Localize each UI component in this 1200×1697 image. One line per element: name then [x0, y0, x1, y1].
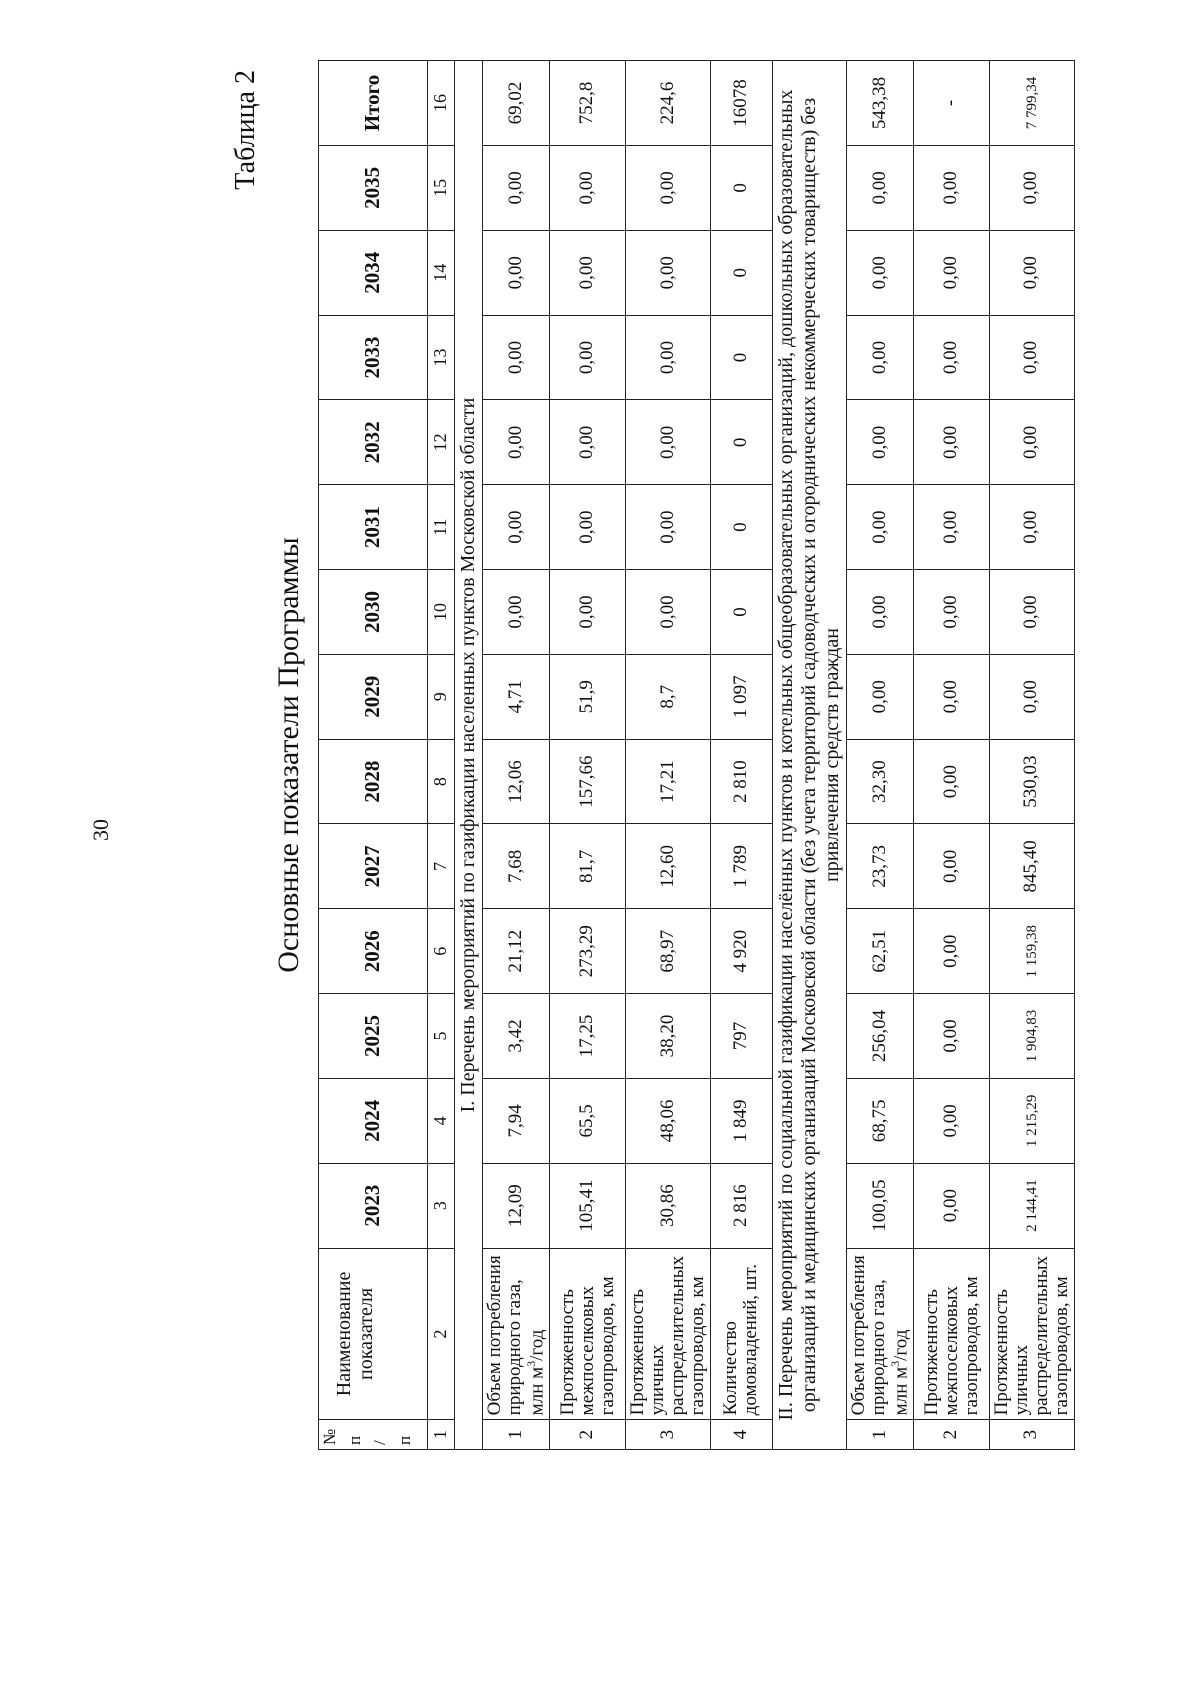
value-cell: 0,00 — [550, 230, 626, 315]
value-cell: 12,06 — [483, 739, 550, 824]
value-cell: 0,00 — [483, 230, 550, 315]
section-title: I. Перечень мероприятий по газификации населенных пунктов Московской области — [455, 61, 483, 1450]
indicator-name-suffix: /год — [526, 1329, 548, 1361]
value-cell: 2 144,41 — [990, 1163, 1075, 1248]
table-row — [914, 61, 990, 1450]
value-cell: 0,00 — [990, 230, 1075, 315]
value-cell: 2 810 — [710, 739, 772, 824]
header-number-line: п — [395, 1435, 414, 1445]
value-cell: 23,73 — [846, 824, 913, 909]
indicator-name — [483, 1248, 550, 1420]
value-cell: 65,5 — [550, 1078, 626, 1163]
value-cell: 1 849 — [710, 1078, 772, 1163]
column-index-cell: 14 — [428, 230, 455, 315]
indicator-name — [990, 1248, 1075, 1420]
value-cell: 0,00 — [914, 994, 990, 1079]
indicator-name — [846, 1248, 913, 1420]
section-row — [772, 61, 846, 1450]
column-index-cell: 8 — [428, 739, 455, 824]
value-cell: 21,12 — [483, 909, 550, 994]
header-year-cell: 2027 — [319, 824, 428, 909]
page-number: 30 — [88, 819, 113, 841]
indicators-table — [318, 60, 1075, 1450]
column-index-cell: 4 — [428, 1078, 455, 1163]
table-row — [483, 61, 550, 1450]
total-cell: 543,38 — [846, 61, 913, 146]
total-cell: 752,8 — [550, 61, 626, 146]
value-cell: 0,00 — [846, 654, 913, 739]
indicator-name — [710, 1248, 772, 1420]
row-number: 2 — [914, 1420, 990, 1450]
value-cell: 0,00 — [846, 315, 913, 400]
header-year-cell: 2034 — [319, 230, 428, 315]
column-index-cell: 16 — [428, 61, 455, 146]
header-number-cell — [319, 1420, 428, 1450]
indicator-name-text: Объем потребления природного газа, млн м — [484, 1255, 548, 1416]
value-cell: 0,00 — [990, 485, 1075, 570]
value-cell: 273,29 — [550, 909, 626, 994]
header-year-cell: 2033 — [319, 315, 428, 400]
indicator-name-text: Протяженность межпоселковых газопроводов, км — [556, 1276, 618, 1416]
total-cell: - — [914, 61, 990, 146]
value-cell: 0,00 — [846, 145, 913, 230]
value-cell: 0,00 — [990, 145, 1075, 230]
section-row — [455, 61, 483, 1450]
header-number-line: п — [345, 1435, 364, 1445]
row-number: 3 — [626, 1420, 711, 1450]
column-index-cell: 15 — [428, 145, 455, 230]
value-cell: 1 097 — [710, 654, 772, 739]
total-cell: 69,02 — [483, 61, 550, 146]
table-body — [455, 61, 1075, 1450]
table-row — [990, 61, 1075, 1450]
value-cell: 0,00 — [626, 485, 711, 570]
column-index-cell: 3 — [428, 1163, 455, 1248]
value-cell: 0 — [710, 145, 772, 230]
value-cell: 0,00 — [914, 909, 990, 994]
column-index-row — [428, 61, 455, 1450]
value-cell: 0,00 — [626, 315, 711, 400]
row-number: 3 — [990, 1420, 1075, 1450]
row-number: 1 — [846, 1420, 913, 1450]
value-cell: 17,25 — [550, 994, 626, 1079]
value-cell: 0,00 — [550, 315, 626, 400]
value-cell: 0 — [710, 485, 772, 570]
value-cell: 3,42 — [483, 994, 550, 1079]
value-cell: 0,00 — [990, 570, 1075, 655]
value-cell: 157,66 — [550, 739, 626, 824]
header-year-cell: 2024 — [319, 1078, 428, 1163]
value-cell: 7,94 — [483, 1078, 550, 1163]
header-number-line: / — [370, 1440, 389, 1445]
value-cell: 845,40 — [990, 824, 1075, 909]
value-cell: 0,00 — [914, 824, 990, 909]
value-cell: 0,00 — [914, 1163, 990, 1248]
value-cell: 0,00 — [846, 485, 913, 570]
value-cell: 51,9 — [550, 654, 626, 739]
document-title: Основные показатели Программы — [272, 537, 305, 973]
value-cell: 0,00 — [914, 145, 990, 230]
value-cell: 105,41 — [550, 1163, 626, 1248]
value-cell: 0,00 — [846, 570, 913, 655]
value-cell: 1 904,83 — [990, 994, 1075, 1079]
value-cell: 12,09 — [483, 1163, 550, 1248]
column-index-cell: 13 — [428, 315, 455, 400]
value-cell: 30,86 — [626, 1163, 711, 1248]
header-year-cell: 2031 — [319, 485, 428, 570]
row-number: 2 — [550, 1420, 626, 1450]
table-row — [846, 61, 913, 1450]
column-index-cell: 10 — [428, 570, 455, 655]
value-cell: 0,00 — [914, 230, 990, 315]
header-year-cell: 2035 — [319, 145, 428, 230]
value-cell: 0,00 — [914, 654, 990, 739]
value-cell: 38,20 — [626, 994, 711, 1079]
indicator-name-text: Протяженность уличных распределительных газопроводов, км — [991, 1256, 1072, 1416]
value-cell: 0,00 — [914, 400, 990, 485]
value-cell: 68,75 — [846, 1078, 913, 1163]
unit-superscript: 3 — [523, 1360, 538, 1367]
indicator-name-text: Количество домовладений, шт. — [720, 1263, 762, 1416]
value-cell: 0,00 — [483, 145, 550, 230]
header-year-cell: 2032 — [319, 400, 428, 485]
header-total-cell: Итого — [319, 61, 428, 146]
value-cell: 0,00 — [483, 570, 550, 655]
value-cell: 12,60 — [626, 824, 711, 909]
value-cell: 0,00 — [846, 230, 913, 315]
header-name-cell: Наименование показателя — [319, 1248, 428, 1420]
header-number-line: № — [320, 1428, 339, 1445]
header-year-cell: 2023 — [319, 1163, 428, 1248]
value-cell: 0,00 — [483, 485, 550, 570]
value-cell: 0 — [710, 570, 772, 655]
value-cell: 0,00 — [550, 570, 626, 655]
value-cell: 0,00 — [990, 400, 1075, 485]
value-cell: 0,00 — [626, 230, 711, 315]
column-index-cell: 11 — [428, 485, 455, 570]
value-cell: 0 — [710, 400, 772, 485]
rotated-page-content — [230, 50, 1200, 1610]
value-cell: 4 920 — [710, 909, 772, 994]
value-cell: 0,00 — [550, 145, 626, 230]
value-cell: 7,68 — [483, 824, 550, 909]
value-cell: 8,7 — [626, 654, 711, 739]
value-cell: 48,06 — [626, 1078, 711, 1163]
value-cell: 62,51 — [846, 909, 913, 994]
header-year-cell: 2025 — [319, 994, 428, 1079]
value-cell: 0,00 — [626, 570, 711, 655]
column-index-cell: 5 — [428, 994, 455, 1079]
indicator-name-suffix: /год — [890, 1329, 912, 1361]
header-row — [319, 61, 428, 1450]
value-cell: 0 — [710, 230, 772, 315]
value-cell: 0,00 — [990, 315, 1075, 400]
row-number: 1 — [483, 1420, 550, 1450]
table-row — [710, 61, 772, 1450]
value-cell: 0,00 — [914, 485, 990, 570]
total-cell: 224,6 — [626, 61, 711, 146]
value-cell: 797 — [710, 994, 772, 1079]
value-cell: 0,00 — [550, 400, 626, 485]
column-index-cell: 9 — [428, 654, 455, 739]
value-cell: 0,00 — [846, 400, 913, 485]
column-index-cell: 12 — [428, 400, 455, 485]
total-cell: 7 799,34 — [990, 61, 1075, 146]
column-index-cell: 2 — [428, 1248, 455, 1420]
value-cell: 0,00 — [626, 145, 711, 230]
indicator-name — [914, 1248, 990, 1420]
value-cell: 0,00 — [483, 400, 550, 485]
value-cell: 530,03 — [990, 739, 1075, 824]
value-cell: 1 789 — [710, 824, 772, 909]
unit-superscript: 3 — [887, 1360, 902, 1367]
value-cell: 0,00 — [914, 315, 990, 400]
row-number: 4 — [710, 1420, 772, 1450]
value-cell: 1 159,38 — [990, 909, 1075, 994]
indicator-name-text: Протяженность уличных распределительных газопроводов, км — [627, 1256, 708, 1416]
value-cell: 0,00 — [914, 570, 990, 655]
value-cell: 2 816 — [710, 1163, 772, 1248]
value-cell: 0,00 — [914, 1078, 990, 1163]
indicator-name-text: Протяженность межпоселковых газопроводов, км — [920, 1276, 982, 1416]
value-cell: 0,00 — [483, 315, 550, 400]
value-cell: 0,00 — [914, 739, 990, 824]
column-index-cell: 6 — [428, 909, 455, 994]
header-year-cell: 2030 — [319, 570, 428, 655]
indicator-name-text: Объем потребления природного газа, млн м — [847, 1255, 912, 1416]
table-row — [550, 61, 626, 1450]
value-cell: 0 — [710, 315, 772, 400]
total-cell: 16078 — [710, 61, 772, 146]
section-title: II. Перечень мероприятий по социальной газификации населённых пунктов и котельных общеобразовательных организаций, дошкольных образовательных организаций и медицинских организаций Московской области (без учета территорий садоводческих и огороднических некоммерческих товариществ) без привлечения средств граждан — [772, 61, 846, 1450]
value-cell: 17,21 — [626, 739, 711, 824]
indicator-name — [626, 1248, 711, 1420]
value-cell: 32,30 — [846, 739, 913, 824]
header-year-cell: 2028 — [319, 739, 428, 824]
header-year-cell: 2026 — [319, 909, 428, 994]
value-cell: 0,00 — [626, 400, 711, 485]
table-caption: Таблица 2 — [230, 70, 261, 190]
column-index-cell: 7 — [428, 824, 455, 909]
value-cell: 0,00 — [550, 485, 626, 570]
value-cell: 81,7 — [550, 824, 626, 909]
table-row — [626, 61, 711, 1450]
value-cell: 100,05 — [846, 1163, 913, 1248]
value-cell: 1 215,29 — [990, 1078, 1075, 1163]
indicator-name — [550, 1248, 626, 1420]
value-cell: 4,71 — [483, 654, 550, 739]
value-cell: 256,04 — [846, 994, 913, 1079]
header-year-cell: 2029 — [319, 654, 428, 739]
value-cell: 0,00 — [990, 654, 1075, 739]
column-index-cell: 1 — [428, 1420, 455, 1450]
value-cell: 68,97 — [626, 909, 711, 994]
